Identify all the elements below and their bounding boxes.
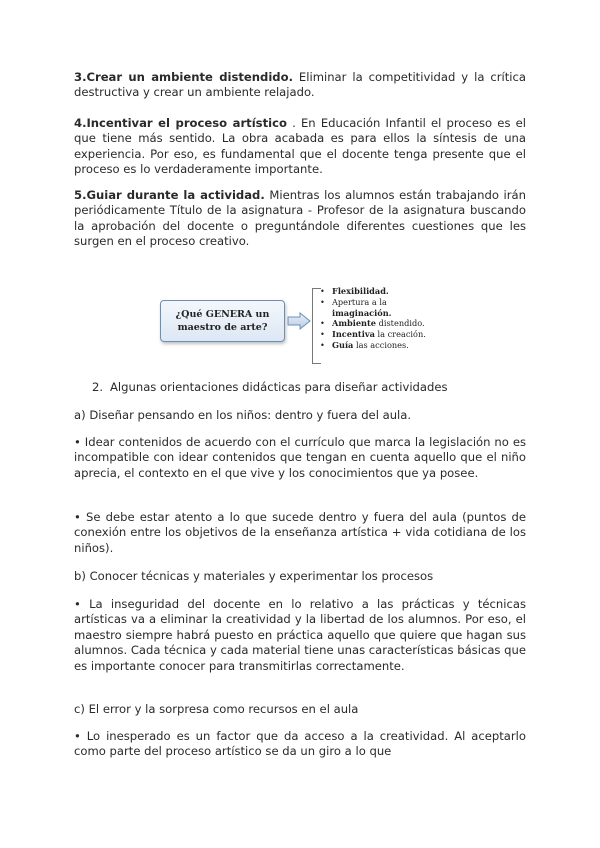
diagram-list-item: • Incentiva la creación. (318, 329, 468, 340)
subsection-b-heading: b) Conocer técnicas y materiales y experimentar los procesos (74, 569, 434, 583)
paragraph-3-title: 3.Crear un ambiente distendido. (74, 70, 293, 84)
subsection-a-paragraph-2: • Se debe estar atento a lo que sucede dentro y fuera del aula (puntos de conexión entre los objetivos de la enseñanza artística + vida cotidiana de los niños). (74, 510, 526, 555)
diagram-list-item: • Flexibilidad. (318, 286, 468, 297)
subsection-a-paragraph-1: • Idear contenidos de acuerdo con el currículo que marca la legislación no es incompatible con idear contenidos que tengan en cuenta aquello que el niño aprecia, el contexto en el que vive y los conocimientos que ya posee. (74, 435, 526, 480)
subsection-b-paragraph-1: • La inseguridad del docente en lo relativo a las prácticas y técnicas artísticas va a eliminar la creatividad y la libertad de los alumnos. Por eso, el maestro siempre habrá puesto en práctica aquello que quiere que hagan sus alumnos. Cada técnica y cada material tiene unas características básicas que es importante conocer para transmitirlas correctamente. (74, 597, 526, 673)
section-2-heading (92, 380, 552, 395)
paragraph-4-title: 4.Incentivar el proceso artístico (74, 116, 287, 130)
paragraph-3 (74, 70, 526, 101)
paragraph-3-body: Eliminar la competitividad y la crítica destructiva y crear un ambiente relajado. (74, 70, 526, 100)
diagram-question-box: ¿Qué GENERA un maestro de arte? (160, 300, 285, 342)
diagram-list-item: • Ambiente distendido. (318, 318, 468, 329)
section-2-number: 2. (92, 380, 104, 394)
subsection-c-heading: c) El error y la sorpresa como recursos en el aula (74, 702, 359, 716)
paragraph-4 (74, 116, 526, 178)
subsection-c-paragraph-1: • Lo inesperado es un factor que da acceso a la creatividad. Al aceptarlo como parte del proceso artístico se da un giro a lo que (74, 729, 526, 759)
section-2-title: Algunas orientaciones didácticas para diseñar actividades (110, 380, 448, 394)
diagram-list-item: • Guía las acciones. (318, 340, 468, 351)
diagram-list (318, 286, 468, 351)
paragraph-5-body: Mientras los alumnos están trabajando irán periódicamente Título de la asignatura - Profesor de la asignatura buscando la aprobación del docente o preguntándole diferentes cuestiones que les surgen en el proceso creativo. (74, 188, 526, 249)
diagram-list-item: • Apertura a la (318, 297, 468, 308)
subsection-a-heading: a) Diseñar pensando en los niños: dentro y fuera del aula. (74, 408, 412, 422)
paragraph-4-body: . En Educación Infantil el proceso es el que tiene más sentido. La obra acabada es para ellos la síntesis de una experiencia. Por eso, es fundamental que el docente tenga presente que el proceso es lo verdaderamente importante. (74, 116, 527, 177)
diagram-arrow-icon (287, 312, 311, 330)
paragraph-5-title: 5.Guiar durante la actividad. (74, 188, 265, 202)
diagram-list-item: imaginación. (332, 307, 392, 318)
paragraph-5 (74, 188, 526, 250)
